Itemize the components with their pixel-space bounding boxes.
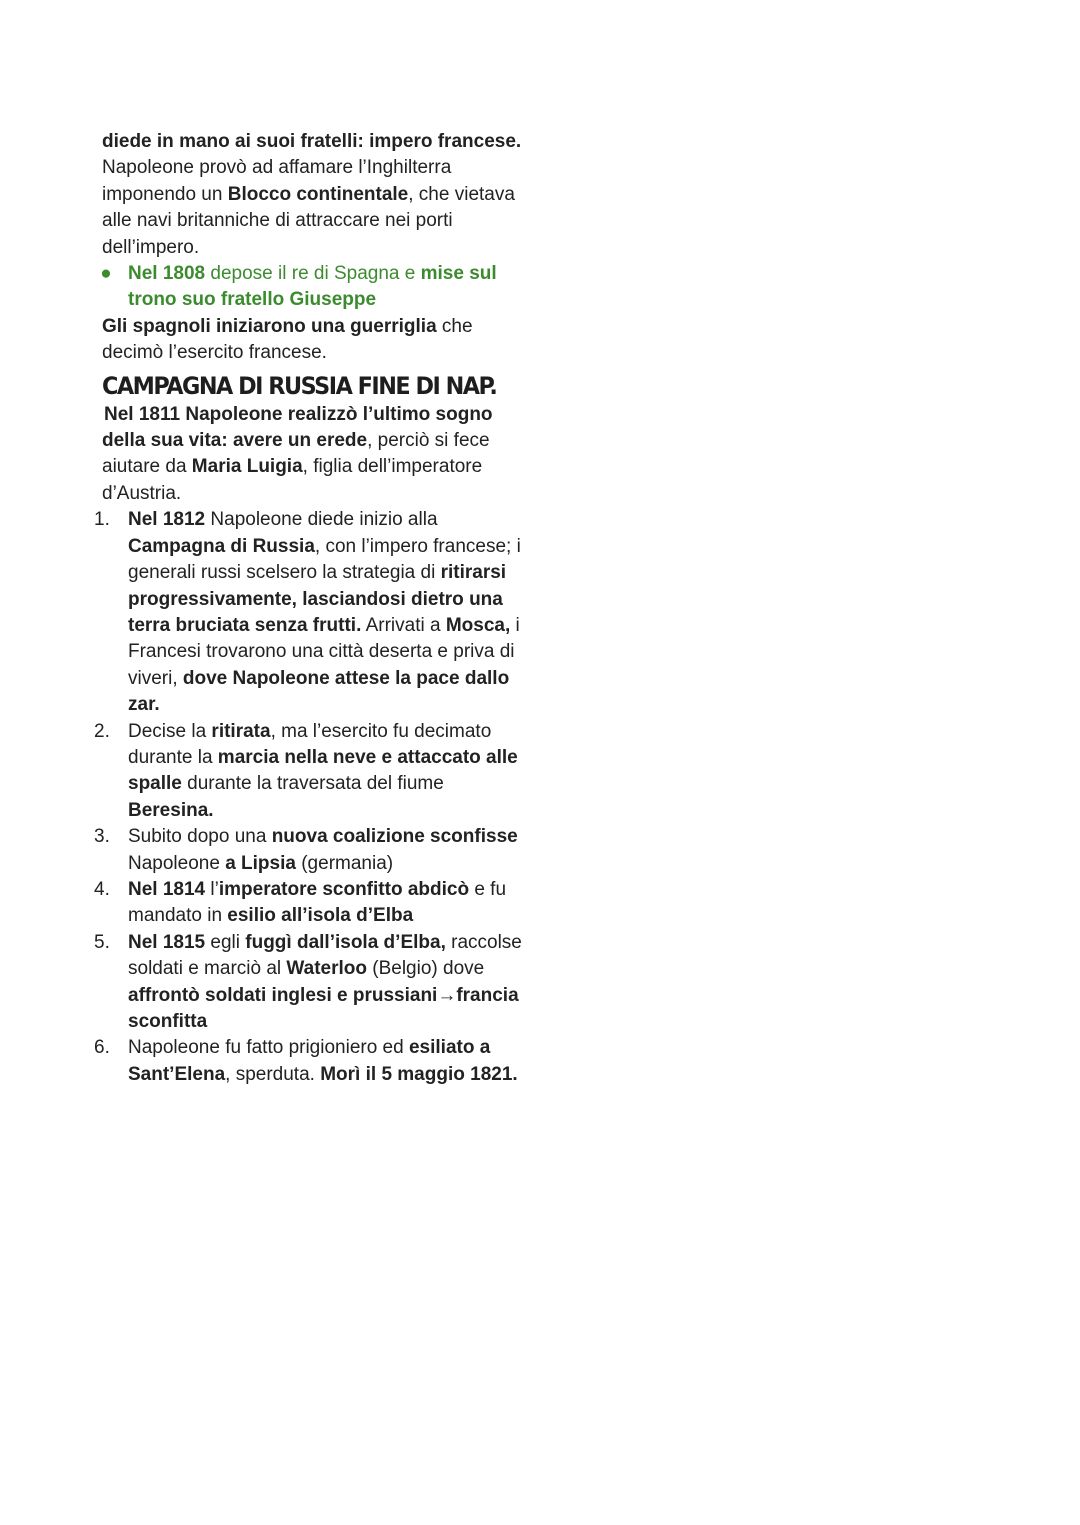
text-bold: marcia nella neve e attaccato alle spalle	[128, 746, 518, 795]
text-bold: Campagna di Russia	[128, 535, 315, 557]
text-bold: Blocco continentale	[227, 183, 409, 205]
text-bold: affrontò soldati inglesi e prussiani→francia sconfitta	[128, 984, 519, 1032]
text-bold: Nel 1812	[128, 509, 206, 531]
text-bold: Mosca,	[445, 614, 511, 636]
text: , ma l’esercito fu decimato durante la	[128, 720, 492, 768]
list-number: 2.	[94, 720, 110, 742]
text: raccolse soldati e marciò al	[128, 931, 522, 980]
text-bold: diede in mano ai suoi fratelli: impero francese.	[102, 131, 522, 152]
text-bold: mise sul trono suo fratello Giuseppe	[128, 263, 497, 311]
paragraph-blocco	[102, 155, 522, 261]
list-item	[94, 507, 522, 718]
text: Napoleone diede inizio alla	[205, 509, 438, 531]
text-bold: Gli spagnoli iniziarono una guerriglia	[102, 315, 437, 337]
text: Napoleone	[128, 852, 226, 874]
text: e fu mandato in	[128, 878, 507, 927]
text-bold: dove Napoleone attese la pace dallo zar.	[128, 667, 510, 716]
text-bold: esilio all’isola d’Elba	[227, 905, 414, 927]
text: Napoleone fu fatto prigioniero ed	[128, 1037, 409, 1059]
text: i Francesi trovarono una città deserta e priva di viveri,	[128, 614, 520, 689]
list-number: 4.	[94, 878, 110, 900]
list-item	[94, 1035, 522, 1088]
text-bold: imperatore sconfitto abdicò	[218, 878, 470, 900]
list-item	[94, 719, 522, 825]
paragraph-guerriglia	[102, 314, 522, 367]
text: , sperduta.	[225, 1063, 321, 1085]
text-bold: Maria Luigia	[191, 456, 303, 478]
text: depose il re di Spagna e	[205, 263, 421, 285]
text: , con l’impero francese; i generali russi scelsero la strategia di	[128, 535, 521, 584]
list-item	[94, 824, 522, 877]
paragraph-erede	[102, 402, 522, 508]
list-number: 5.	[94, 931, 110, 953]
text-bold: nuova coalizione sconfisse	[271, 826, 518, 848]
text: Napoleone provò ad affamare l’Inghilterra imponendo un	[102, 157, 452, 205]
list-number: 6.	[94, 1037, 110, 1059]
text: l’	[205, 878, 219, 900]
section-heading: CAMPAGNA DI RUSSIA FINE DI NAP.	[102, 371, 497, 400]
text-bold: Morì il 5 maggio 1821.	[320, 1063, 518, 1085]
list-number: 3.	[94, 826, 110, 848]
list-item	[94, 877, 522, 930]
text: Arrivati a	[361, 614, 446, 636]
text-bold: ritirarsi progressivamente, lasciandosi dietro una terra bruciata senza frutti.	[128, 562, 507, 636]
text: Decise la	[128, 720, 212, 742]
text-bold: Nel 1808	[128, 263, 206, 285]
text: che decimò l’esercito francese.	[102, 315, 473, 364]
text: durante la traversata del fiume	[181, 773, 444, 795]
text: egli	[205, 931, 246, 953]
text-bold: Nel 1815	[128, 931, 206, 953]
paragraph-impero	[102, 129, 522, 155]
list-number: 1.	[94, 509, 110, 531]
document-body	[94, 129, 522, 1088]
text-bold: Nel 1811 Napoleone realizzò l’ultimo sogno della sua vita: avere un erede	[102, 403, 493, 452]
text-bold: a Lipsia	[225, 852, 296, 874]
text: (germania)	[295, 852, 394, 874]
list-item-1808	[102, 261, 522, 314]
text-bold: esiliato a Sant’Elena	[128, 1037, 491, 1085]
numbered-list	[94, 507, 522, 1088]
text-bold: Waterloo	[286, 958, 367, 980]
text: , che vietava alle navi britanniche di attraccare nei porti dell’impero.	[102, 183, 515, 258]
text-bold: ritirata	[211, 720, 271, 742]
text-bold: Nel 1814	[128, 878, 206, 900]
text-bold: fuggì dall’isola d’Elba,	[245, 931, 446, 953]
text-bold: Beresina.	[128, 799, 214, 821]
bullet-marker: ●	[100, 263, 112, 285]
bullet-list	[102, 261, 522, 314]
text: , figlia dell’imperatore d’Austria.	[102, 456, 483, 504]
text: Subito dopo una	[128, 826, 272, 848]
text: , perciò si fece aiutare da	[102, 430, 490, 478]
text: (Belgio) dove	[366, 958, 485, 980]
list-item	[94, 930, 522, 1036]
